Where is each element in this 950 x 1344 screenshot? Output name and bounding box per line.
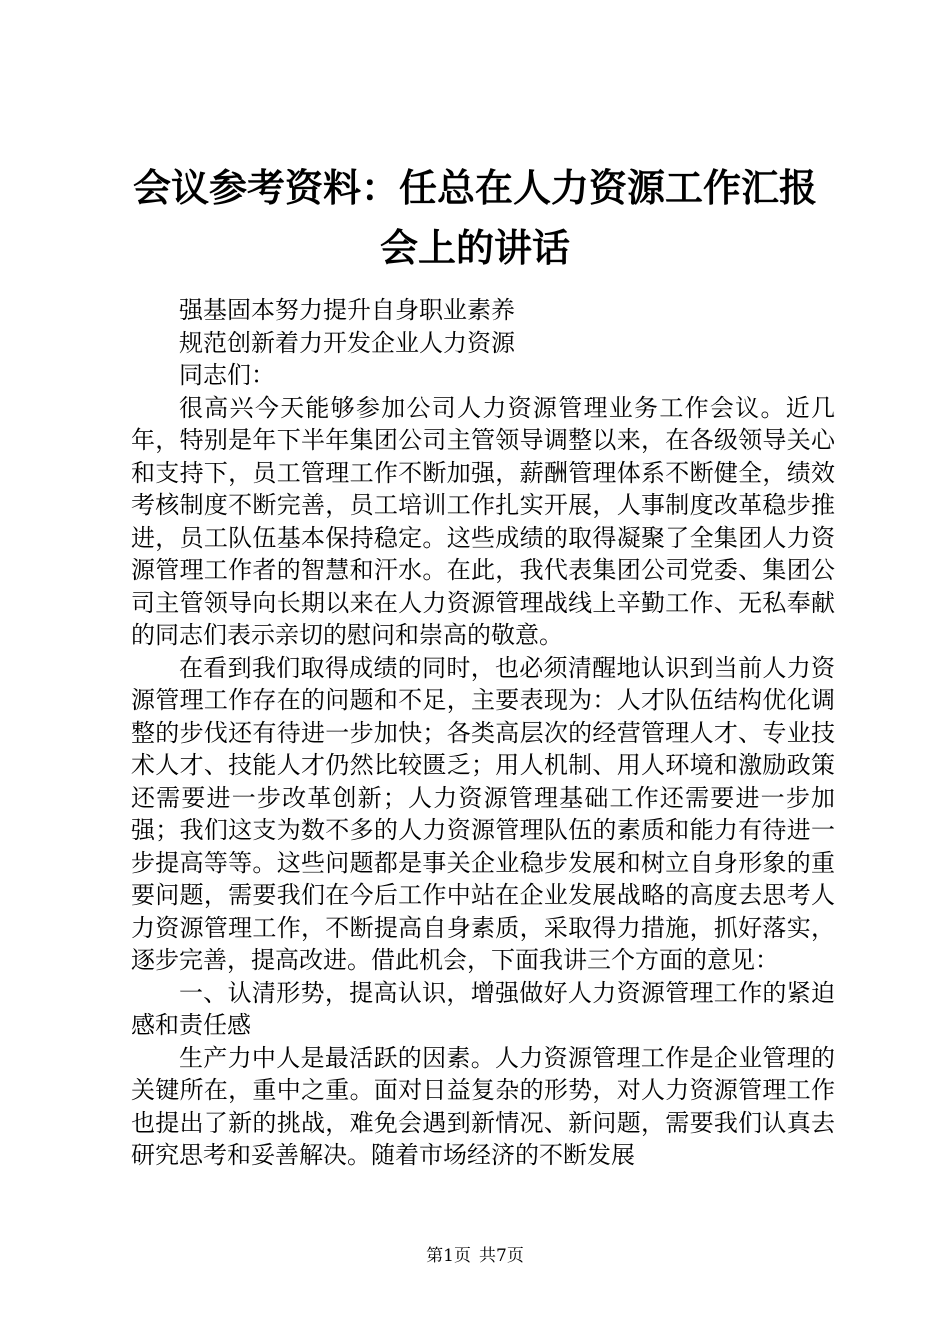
body-paragraph: 很高兴今天能够参加公司人力资源管理业务工作会议。近几年，特别是年下半年集团公司主管领导调整以来，在各级领导关心和支持下，员工管理工作不断加强，薪酬管理体系不断健全，绩效考核制度不断完善，员工培训工作扎实开展，人事制度改革稳步推进，员工队伍基本保持稳定。这些成绩的取得凝聚了全集团人力资源管理工作者的智慧和汗水。在此，我代表集团公司党委、集团公司主管领导向长期以来在人力资源管理战线上辛勤工作、无私奉献的同志们表示亲切的慰问和崇高的敬意。	[131, 393, 835, 649]
salutation: 同志们：	[179, 361, 275, 389]
body-paragraph: 生产力中人是最活跃的因素。人力资源管理工作是企业管理的关键所在，重中之重。面对日益复杂的形势，对人力资源管理工作也提出了新的挑战，难免会遇到新情况、新问题，需要我们认真去研究思考和妥善解决。随着市场经济的不断发展	[131, 1043, 835, 1169]
section-heading: 一、认清形势，提高认识，增强做好人力资源管理工作的紧迫感和责任感	[131, 978, 835, 1039]
page-footer	[0, 1244, 950, 1268]
subtitle-line-2: 规范创新着力开发企业人力资源	[179, 328, 515, 357]
body-paragraph: 在看到我们取得成绩的同时，也必须清醒地认识到当前人力资源管理工作存在的问题和不足，主要表现为：人才队伍结构优化调整的步伐还有待进一步加快；各类高层次的经营管理人才、专业技术人才、技能人才仍然比较匮乏；用人机制、用人环境和激励政策还需要进一步改革创新；人力资源管理基础工作还需要进一步加强；我们这支为数不多的人力资源管理队伍的素质和能力有待进一步提高等等。这些问题都是事关企业稳步发展和树立自身形象的重要问题，需要我们在今后工作中站在企业发展战略的高度去思考人力资源管理工作，不断提高自身素质，采取得力措施，抓好落实，逐步完善，提高改进。借此机会，下面我讲三个方面的意见：	[131, 653, 835, 974]
document-title: 会议参考资料：任总在人力资源工作汇报会上的讲话	[132, 165, 817, 270]
subtitle-line-1: 强基固本努力提升自身职业素养	[179, 296, 515, 324]
page-number: 第1页	[426, 1246, 471, 1266]
document-body	[131, 294, 835, 1172]
page-total: 共7页	[479, 1246, 524, 1266]
